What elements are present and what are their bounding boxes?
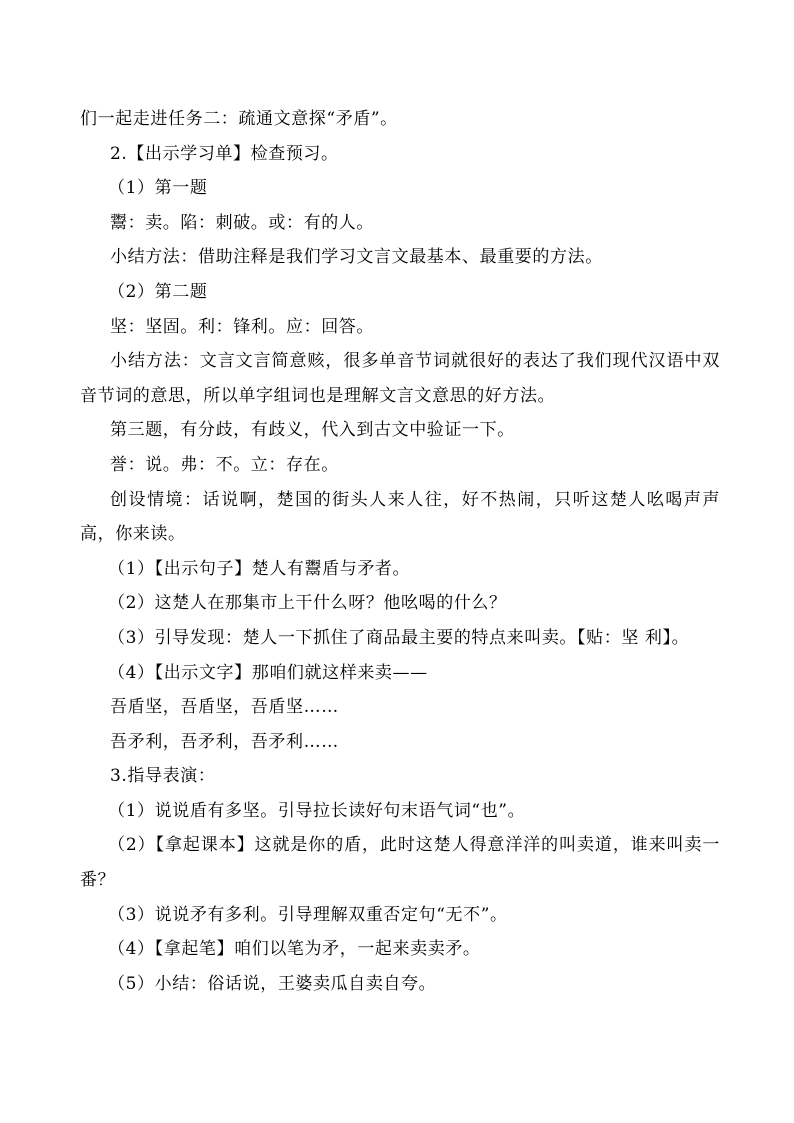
paragraph-line: 们一起走进任务二：疏通文意探“矛盾”。	[80, 109, 398, 129]
paragraph-line: 吾矛利，吾矛利，吾矛利……	[110, 731, 339, 752]
paragraph-line: （3）说说矛有多利。引导理解双重否定句“无不”。	[108, 904, 508, 925]
paragraph-line: 吾盾坚，吾盾坚，吾盾坚……	[110, 697, 339, 718]
paragraph-line: 2.【出示学习单】检查预习。	[110, 143, 339, 164]
paragraph-line: 第三题，有分歧，有歧义，代入到古文中验证一下。	[110, 420, 515, 441]
paragraph-line: （2）这楚人在那集市上干什么呀？他吆喝的什么？	[108, 593, 507, 614]
paragraph-line: （4）【出示文字】那咱们就这样来卖——	[108, 662, 428, 683]
paragraph-line: （4）【拿起笔】咱们以笔为矛，一起来卖卖矛。	[108, 939, 481, 960]
document-body	[80, 102, 720, 1001]
paragraph-line: （5）小结：俗话说，王婆卖瓜自卖自夸。	[108, 973, 437, 994]
paragraph-line: 坚：坚固。利：锋利。应：回答。	[110, 316, 374, 337]
paragraph-line: （3）引导发现：楚人一下抓住了商品最主要的特点来叫卖。【贴：坚 利】。	[108, 627, 690, 648]
paragraph-line: 创设情境：话说啊，楚国的街头人来人往，好不热闹，只听这楚人吆喝声声高，你来读。	[80, 489, 720, 545]
paragraph-line: （1）【出示句子】楚人有鬻盾与矛者。	[108, 558, 411, 579]
paragraph-line: 3.指导表演：	[110, 766, 216, 787]
paragraph-line: （2）第二题	[108, 281, 208, 302]
paragraph-line: 小结方法：文言文言简意赅，很多单音节词就很好的表达了我们现代汉语中双音节词的意思，所以单字组词也是理解文言文意思的好方法。	[80, 351, 720, 406]
paragraph-line: 鬻：卖。陷：刺破。或：有的人。	[110, 212, 374, 233]
paragraph-line: （1）第一题	[108, 178, 208, 199]
paragraph-line: 小结方法：借助注释是我们学习文言文最基本、最重要的方法。	[110, 247, 603, 268]
paragraph-line: 誉：说。弗：不。立：存在。	[110, 454, 339, 475]
paragraph-line: （1）说说盾有多坚。引导拉长读好句末语气词“也”。	[108, 800, 526, 821]
paragraph-line: （2）【拿起课本】这就是你的盾，此时这楚人得意洋洋的叫卖道，谁来叫卖一番？	[80, 835, 720, 891]
